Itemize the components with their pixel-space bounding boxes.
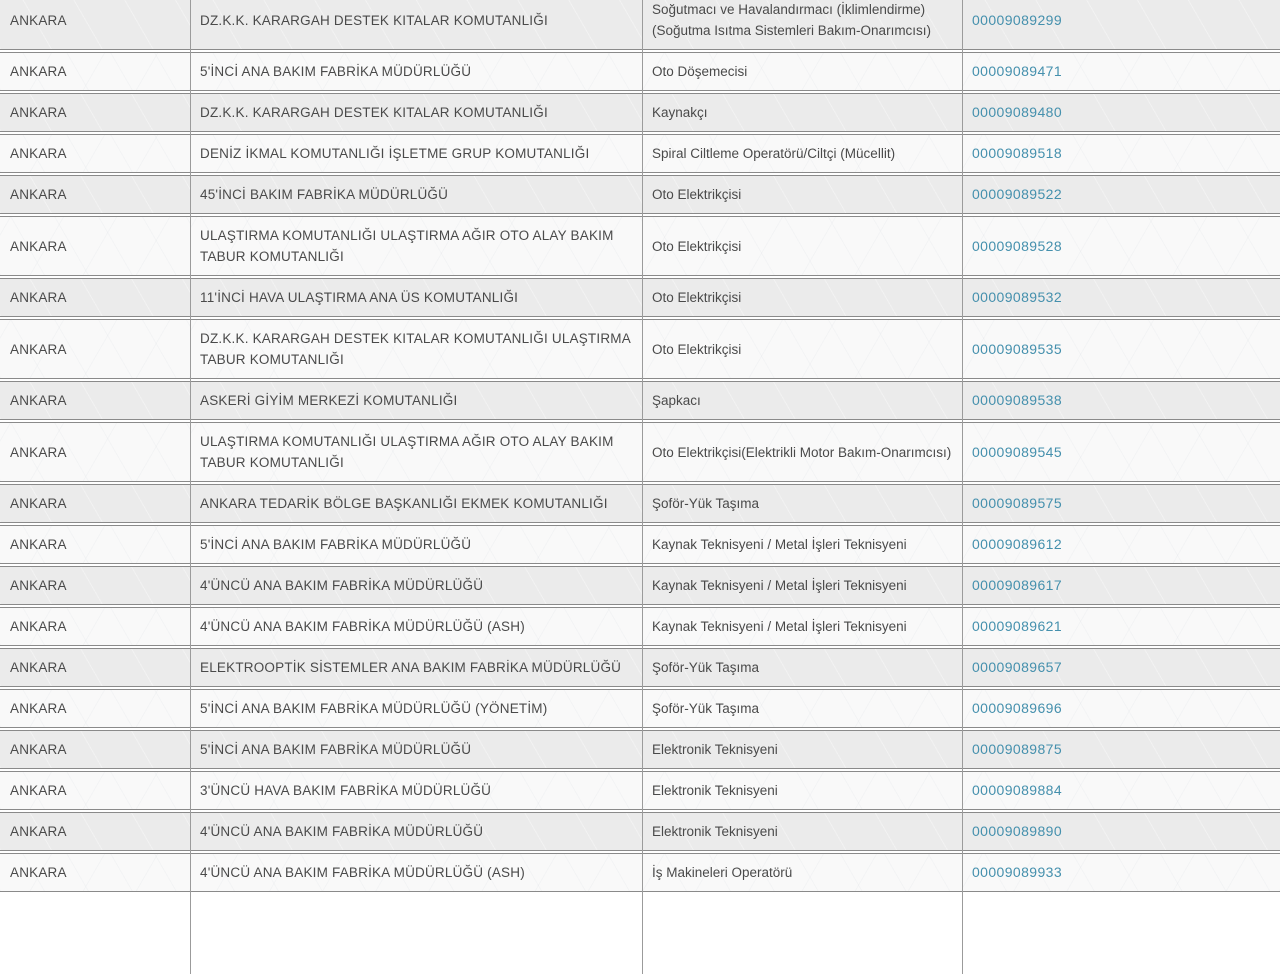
unit-cell: DZ.K.K. KARARGAH DESTEK KITALAR KOMUTANLIĞI	[190, 93, 642, 132]
unit-cell: 45'İNCİ BAKIM FABRİKA MÜDÜRLÜĞÜ	[190, 175, 642, 214]
job-id-cell	[962, 484, 1280, 523]
job-id-link[interactable]: 00009089518	[972, 145, 1063, 161]
job-id-cell	[962, 812, 1280, 851]
job-id-link[interactable]: 00009089575	[972, 495, 1063, 511]
table-row	[0, 319, 1280, 379]
job-id-link[interactable]: 00009089933	[972, 864, 1063, 880]
unit-cell: ASKERİ GİYİM MERKEZİ KOMUTANLIĞI	[190, 381, 642, 420]
table-row	[0, 175, 1280, 214]
job-id-link[interactable]: 00009089657	[972, 659, 1063, 675]
city-cell: ANKARA	[0, 278, 190, 317]
job-id-link[interactable]: 00009089612	[972, 536, 1063, 552]
unit-cell: DZ.K.K. KARARGAH DESTEK KITALAR KOMUTANLIĞI	[190, 0, 642, 50]
city-cell: ANKARA	[0, 484, 190, 523]
occupation-cell: Oto Döşemecisi	[642, 52, 962, 91]
job-id-link[interactable]: 00009089471	[972, 63, 1063, 79]
table-row	[0, 648, 1280, 687]
occupation-cell: Kaynak Teknisyeni / Metal İşleri Teknisyeni	[642, 525, 962, 564]
occupation-cell: Oto Elektrikçisi	[642, 278, 962, 317]
city-cell: ANKARA	[0, 216, 190, 276]
occupation-cell: Oto Elektrikçisi(Elektrikli Motor Bakım-Onarımcısı)	[642, 422, 962, 482]
table-row	[0, 771, 1280, 810]
occupation-cell: Elektronik Teknisyeni	[642, 771, 962, 810]
job-id-cell	[962, 730, 1280, 769]
occupation-cell: Spiral Ciltleme Operatörü/Ciltçi (Mücellit)	[642, 134, 962, 173]
table-row	[0, 607, 1280, 646]
city-cell: ANKARA	[0, 93, 190, 132]
job-id-link[interactable]: 00009089528	[972, 237, 1063, 254]
table-row	[0, 93, 1280, 132]
job-id-link[interactable]: 00009089535	[972, 340, 1063, 357]
job-id-cell	[962, 853, 1280, 892]
unit-cell: 4'ÜNCÜ ANA BAKIM FABRİKA MÜDÜRLÜĞÜ	[190, 566, 642, 605]
job-id-cell	[962, 525, 1280, 564]
city-cell: ANKARA	[0, 319, 190, 379]
job-id-link[interactable]: 00009089480	[972, 104, 1063, 120]
table-row	[0, 134, 1280, 173]
table-row	[0, 484, 1280, 523]
job-id-cell	[962, 216, 1280, 276]
job-id-cell	[962, 648, 1280, 687]
unit-cell: 3'ÜNCÜ HAVA BAKIM FABRİKA MÜDÜRLÜĞÜ	[190, 771, 642, 810]
job-id-cell	[962, 689, 1280, 728]
city-cell: ANKARA	[0, 648, 190, 687]
table-row	[0, 381, 1280, 420]
unit-cell: ULAŞTIRMA KOMUTANLIĞI ULAŞTIRMA AĞIR OTO ALAY BAKIM TABUR KOMUTANLIĞI	[190, 422, 642, 482]
job-id-cell	[962, 52, 1280, 91]
unit-cell: 5'İNCİ ANA BAKIM FABRİKA MÜDÜRLÜĞÜ	[190, 525, 642, 564]
table-row	[0, 853, 1280, 892]
city-cell: ANKARA	[0, 0, 190, 50]
occupation-cell: Şapkacı	[642, 381, 962, 420]
job-id-cell	[962, 566, 1280, 605]
table-row	[0, 278, 1280, 317]
unit-cell: ELEKTROOPTİK SİSTEMLER ANA BAKIM FABRİKA MÜDÜRLÜĞÜ	[190, 648, 642, 687]
table-row	[0, 689, 1280, 728]
city-cell: ANKARA	[0, 52, 190, 91]
unit-cell: 5'İNCİ ANA BAKIM FABRİKA MÜDÜRLÜĞÜ	[190, 52, 642, 91]
job-id-link[interactable]: 00009089299	[972, 11, 1063, 28]
city-cell: ANKARA	[0, 381, 190, 420]
city-cell: ANKARA	[0, 422, 190, 482]
city-cell: ANKARA	[0, 607, 190, 646]
city-cell: ANKARA	[0, 853, 190, 892]
table-row	[0, 52, 1280, 91]
table-row	[0, 422, 1280, 482]
occupation-cell: Elektronik Teknisyeni	[642, 812, 962, 851]
occupation-cell: Kaynak Teknisyeni / Metal İşleri Teknisyeni	[642, 566, 962, 605]
unit-cell: 4'ÜNCÜ ANA BAKIM FABRİKA MÜDÜRLÜĞÜ (ASH)	[190, 853, 642, 892]
unit-cell: ANKARA TEDARİK BÖLGE BAŞKANLIĞI EKMEK KOMUTANLIĞI	[190, 484, 642, 523]
unit-cell: 5'İNCİ ANA BAKIM FABRİKA MÜDÜRLÜĞÜ (YÖNETİM)	[190, 689, 642, 728]
job-id-cell	[962, 134, 1280, 173]
city-cell: ANKARA	[0, 566, 190, 605]
city-cell: ANKARA	[0, 812, 190, 851]
city-cell: ANKARA	[0, 175, 190, 214]
city-cell: ANKARA	[0, 730, 190, 769]
job-id-cell	[962, 93, 1280, 132]
job-id-cell	[962, 422, 1280, 482]
occupation-cell: Şoför-Yük Taşıma	[642, 689, 962, 728]
table-row	[0, 812, 1280, 851]
occupation-cell: Elektronik Teknisyeni	[642, 730, 962, 769]
job-id-cell	[962, 0, 1280, 50]
unit-cell: 5'İNCİ ANA BAKIM FABRİKA MÜDÜRLÜĞÜ	[190, 730, 642, 769]
occupation-cell: Kaynakçı	[642, 93, 962, 132]
occupation-cell: İş Makineleri Operatörü	[642, 853, 962, 892]
occupation-cell: Oto Elektrikçisi	[642, 175, 962, 214]
unit-cell: 11'İNCİ HAVA ULAŞTIRMA ANA ÜS KOMUTANLIĞI	[190, 278, 642, 317]
table-row	[0, 216, 1280, 276]
job-id-link[interactable]: 00009089884	[972, 782, 1063, 798]
occupation-cell: Oto Elektrikçisi	[642, 319, 962, 379]
unit-cell: ULAŞTIRMA KOMUTANLIĞI ULAŞTIRMA AĞIR OTO ALAY BAKIM TABUR KOMUTANLIĞI	[190, 216, 642, 276]
job-id-cell	[962, 381, 1280, 420]
unit-cell: 4'ÜNCÜ ANA BAKIM FABRİKA MÜDÜRLÜĞÜ	[190, 812, 642, 851]
job-id-link[interactable]: 00009089696	[972, 700, 1063, 716]
city-cell: ANKARA	[0, 771, 190, 810]
unit-cell: DENİZ İKMAL KOMUTANLIĞI İŞLETME GRUP KOMUTANLIĞI	[190, 134, 642, 173]
job-id-cell	[962, 319, 1280, 379]
occupation-cell: Şoför-Yük Taşıma	[642, 484, 962, 523]
job-id-link[interactable]: 00009089621	[972, 618, 1063, 634]
job-id-cell	[962, 175, 1280, 214]
table-row	[0, 525, 1280, 564]
city-cell: ANKARA	[0, 525, 190, 564]
table-row	[0, 566, 1280, 605]
table-row	[0, 730, 1280, 769]
job-id-link[interactable]: 00009089617	[972, 577, 1063, 593]
job-id-link[interactable]: 00009089545	[972, 443, 1063, 460]
occupation-cell: Soğutmacı ve Havalandırmacı (İklimlendirme)(Soğutma Isıtma Sistemleri Bakım-Onarımcısı)	[642, 0, 962, 50]
unit-cell: 4'ÜNCÜ ANA BAKIM FABRİKA MÜDÜRLÜĞÜ (ASH)	[190, 607, 642, 646]
occupation-cell: Oto Elektrikçisi	[642, 216, 962, 276]
job-id-link[interactable]: 00009089532	[972, 289, 1063, 305]
job-id-cell	[962, 771, 1280, 810]
occupation-cell: Şoför-Yük Taşıma	[642, 648, 962, 687]
job-id-cell	[962, 278, 1280, 317]
job-id-link[interactable]: 00009089875	[972, 741, 1063, 757]
occupation-cell: Kaynak Teknisyeni / Metal İşleri Teknisyeni	[642, 607, 962, 646]
unit-cell: DZ.K.K. KARARGAH DESTEK KITALAR KOMUTANLIĞI ULAŞTIRMA TABUR KOMUTANLIĞI	[190, 319, 642, 379]
table-row	[0, 0, 1280, 50]
job-id-cell	[962, 607, 1280, 646]
job-id-link[interactable]: 00009089890	[972, 823, 1063, 839]
job-id-link[interactable]: 00009089538	[972, 392, 1063, 408]
city-cell: ANKARA	[0, 134, 190, 173]
job-id-link[interactable]: 00009089522	[972, 186, 1063, 202]
city-cell: ANKARA	[0, 689, 190, 728]
